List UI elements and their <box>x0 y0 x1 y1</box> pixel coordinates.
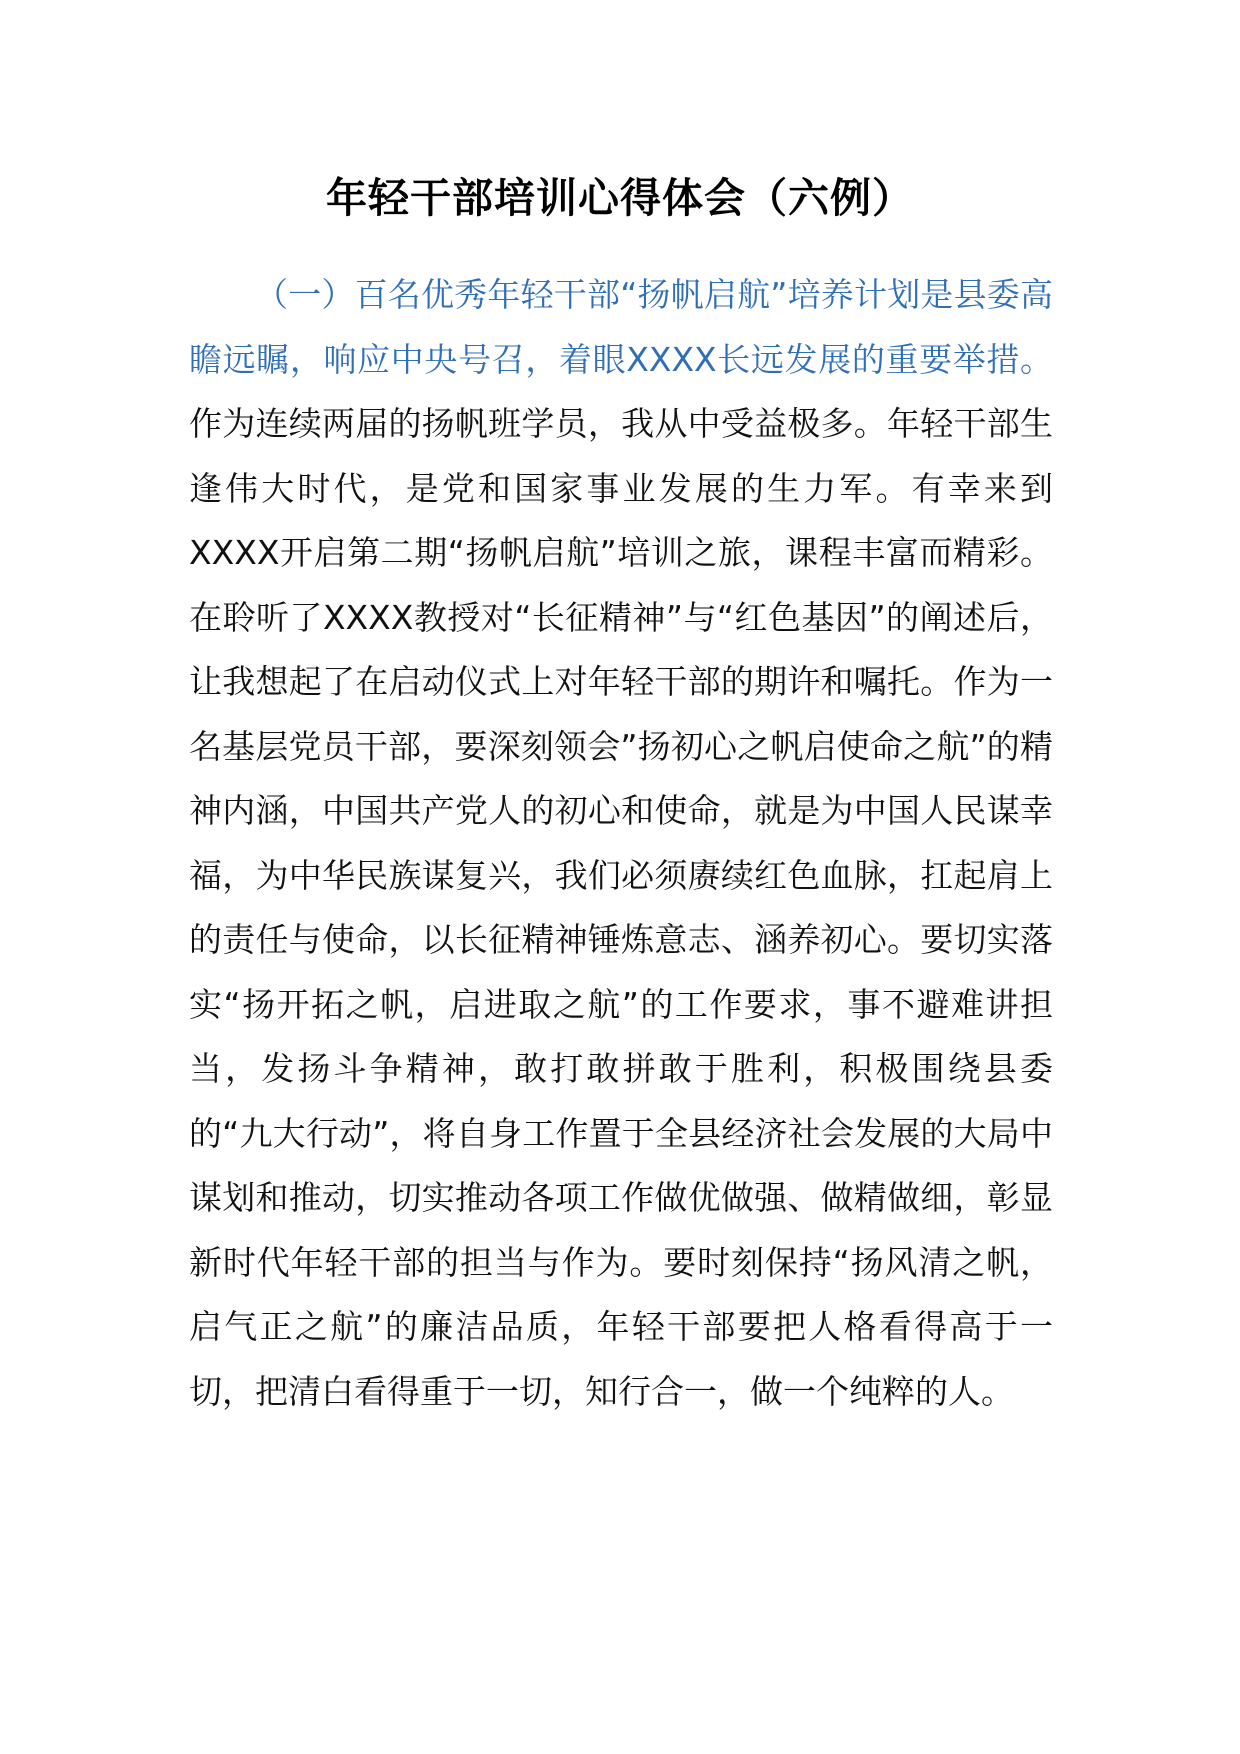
paragraph-lead-sentence: （一）百名优秀年轻干部“扬帆启航”培养计划是县委高瞻远瞩，响应中央号召，着眼XXXX长远发展的重要举措。 <box>189 275 1053 379</box>
paragraph-body-text: 作为连续两届的扬帆班学员，我从中受益极多。年轻干部生逢伟大时代，是党和国家事业发展的生力军。有幸来到XXXX开启第二期“扬帆启航”培训之旅，课程丰富而精彩。在聆听了XXXX教授对“长征精神”与“红色基因”的阐述后，让我想起了在启动仪式上对年轻干部的期许和嘱托。作为一名基层党员干部，要深刻领会”扬初心之帆启使命之航”的精神内涵，中国共产党人的初心和使命，就是为中国人民谋幸福，为中华民族谋复兴，我们必须赓续红色血脉，扛起肩上的责任与使命，以长征精神锤炼意志、涵养初心。要切实落实“扬开拓之帆，启进取之航”的工作要求，事不避难讲担当，发扬斗争精神，敢打敢拼敢于胜利，积极围绕县委的“九大行动”，将自身工作置于全县经济社会发展的大局中谋划和推动，切实推动各项工作做优做强、做精做细，彰显新时代年轻干部的担当与作为。要时刻保持“扬风清之帆，启气正之航”的廉洁品质，年轻干部要把人格看得高于一切，把清白看得重于一切，知行合一，做一个纯粹的人。 <box>189 404 1053 1411</box>
document-title: 年轻干部培训心得体会（六例） <box>326 174 914 222</box>
paragraph <box>189 263 1053 1424</box>
